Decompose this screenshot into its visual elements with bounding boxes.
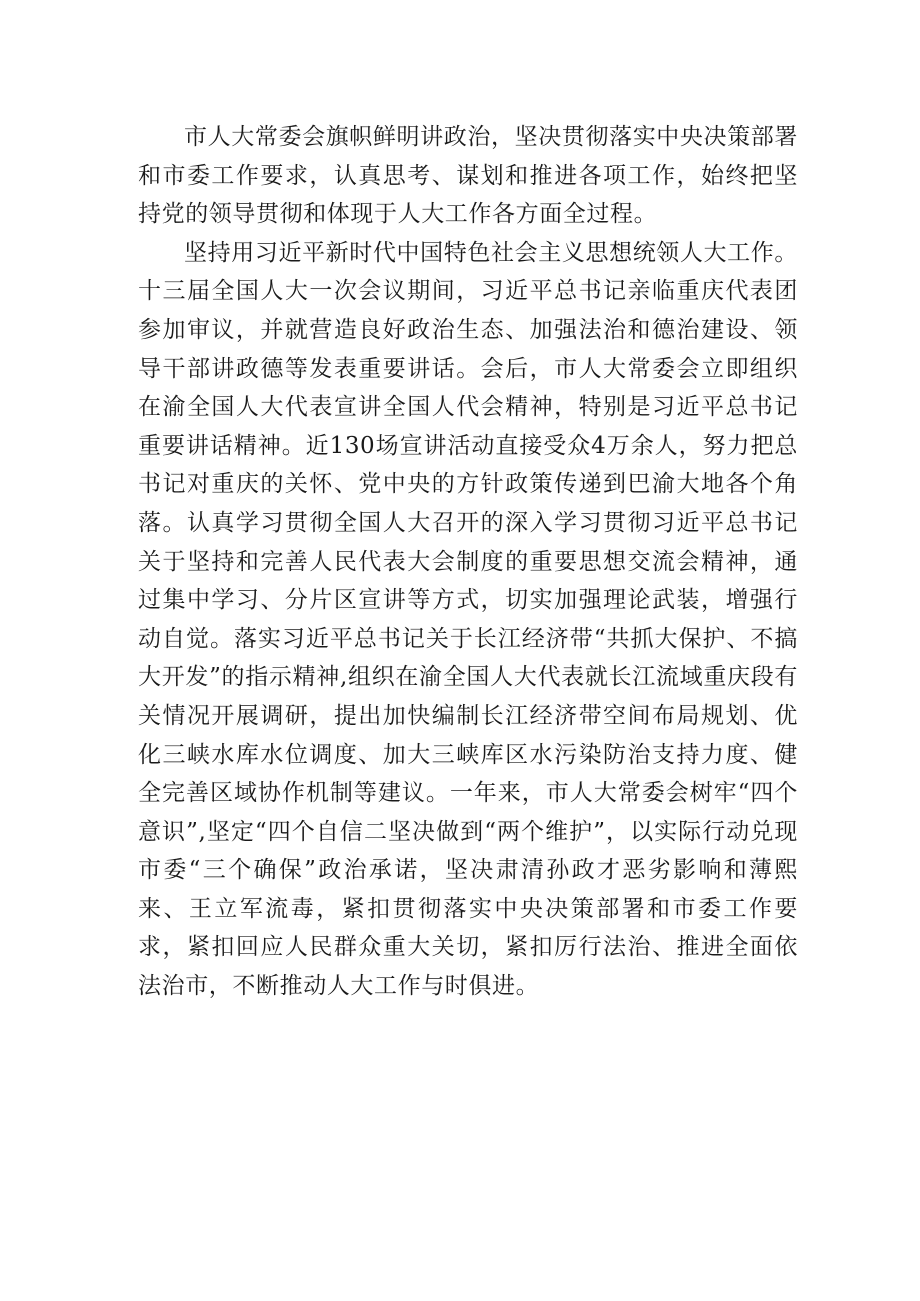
paragraph-1: 市人大常委会旗帜鲜明讲政治，坚决贯彻落实中央决策部署和市委工作要求，认真思考、谋划和推进各项工作，始终把坚持党的领导贯彻和体现于人大工作各方面全过程。: [138, 124, 798, 228]
document-body: [138, 118, 798, 1006]
paragraph-2: 坚持用习近平新时代中国特色社会主义思想统领人大工作。十三届全国人大一次会议期间，习近平总书记亲临重庆代表团参加审议，并就营造良好政治生态、加强法治和德治建设、领导干部讲政德等发表重要讲话。会后，市人大常委会立即组织在渝全国人大代表宣讲全国人代会精神，特别是习近平总书记重要讲话精神。近130场宣讲活动直接受众4万余人，努力把总书记对重庆的关怀、党中央的方针政策传递到巴渝大地各个角落。认真学习贯彻全国人大召开的深入学习贯彻习近平总书记关于坚持和完善人民代表大会制度的重要思想交流会精神，通过集中学习、分片区宣讲等方式，切实加强理论武装，增强行动自觉。落实习近平总书记关于长江经济带“共抓大保护、不搞大开发”的指示精神,组织在渝全国人大代表就长江流域重庆段有关情况开展调研，提出加快编制长江经济带空间布局规划、优化三峡水库水位调度、加大三峡库区水污染防治支持力度、健全完善区域协作机制等建议。一年来，市人大常委会树牢“四个意识”,坚定“四个自信二坚决做到“两个维护”，以实际行动兑现市委“三个确保”政治承诺，坚决肃清孙政才恶劣影响和薄熙来、王立军流毒，紧扣贯彻落实中央决策部署和市委工作要求，紧扣回应人民群众重大关切，紧扣厉行法治、推进全面依法治市，不断推动人大工作与时俱进。: [138, 239, 798, 1000]
